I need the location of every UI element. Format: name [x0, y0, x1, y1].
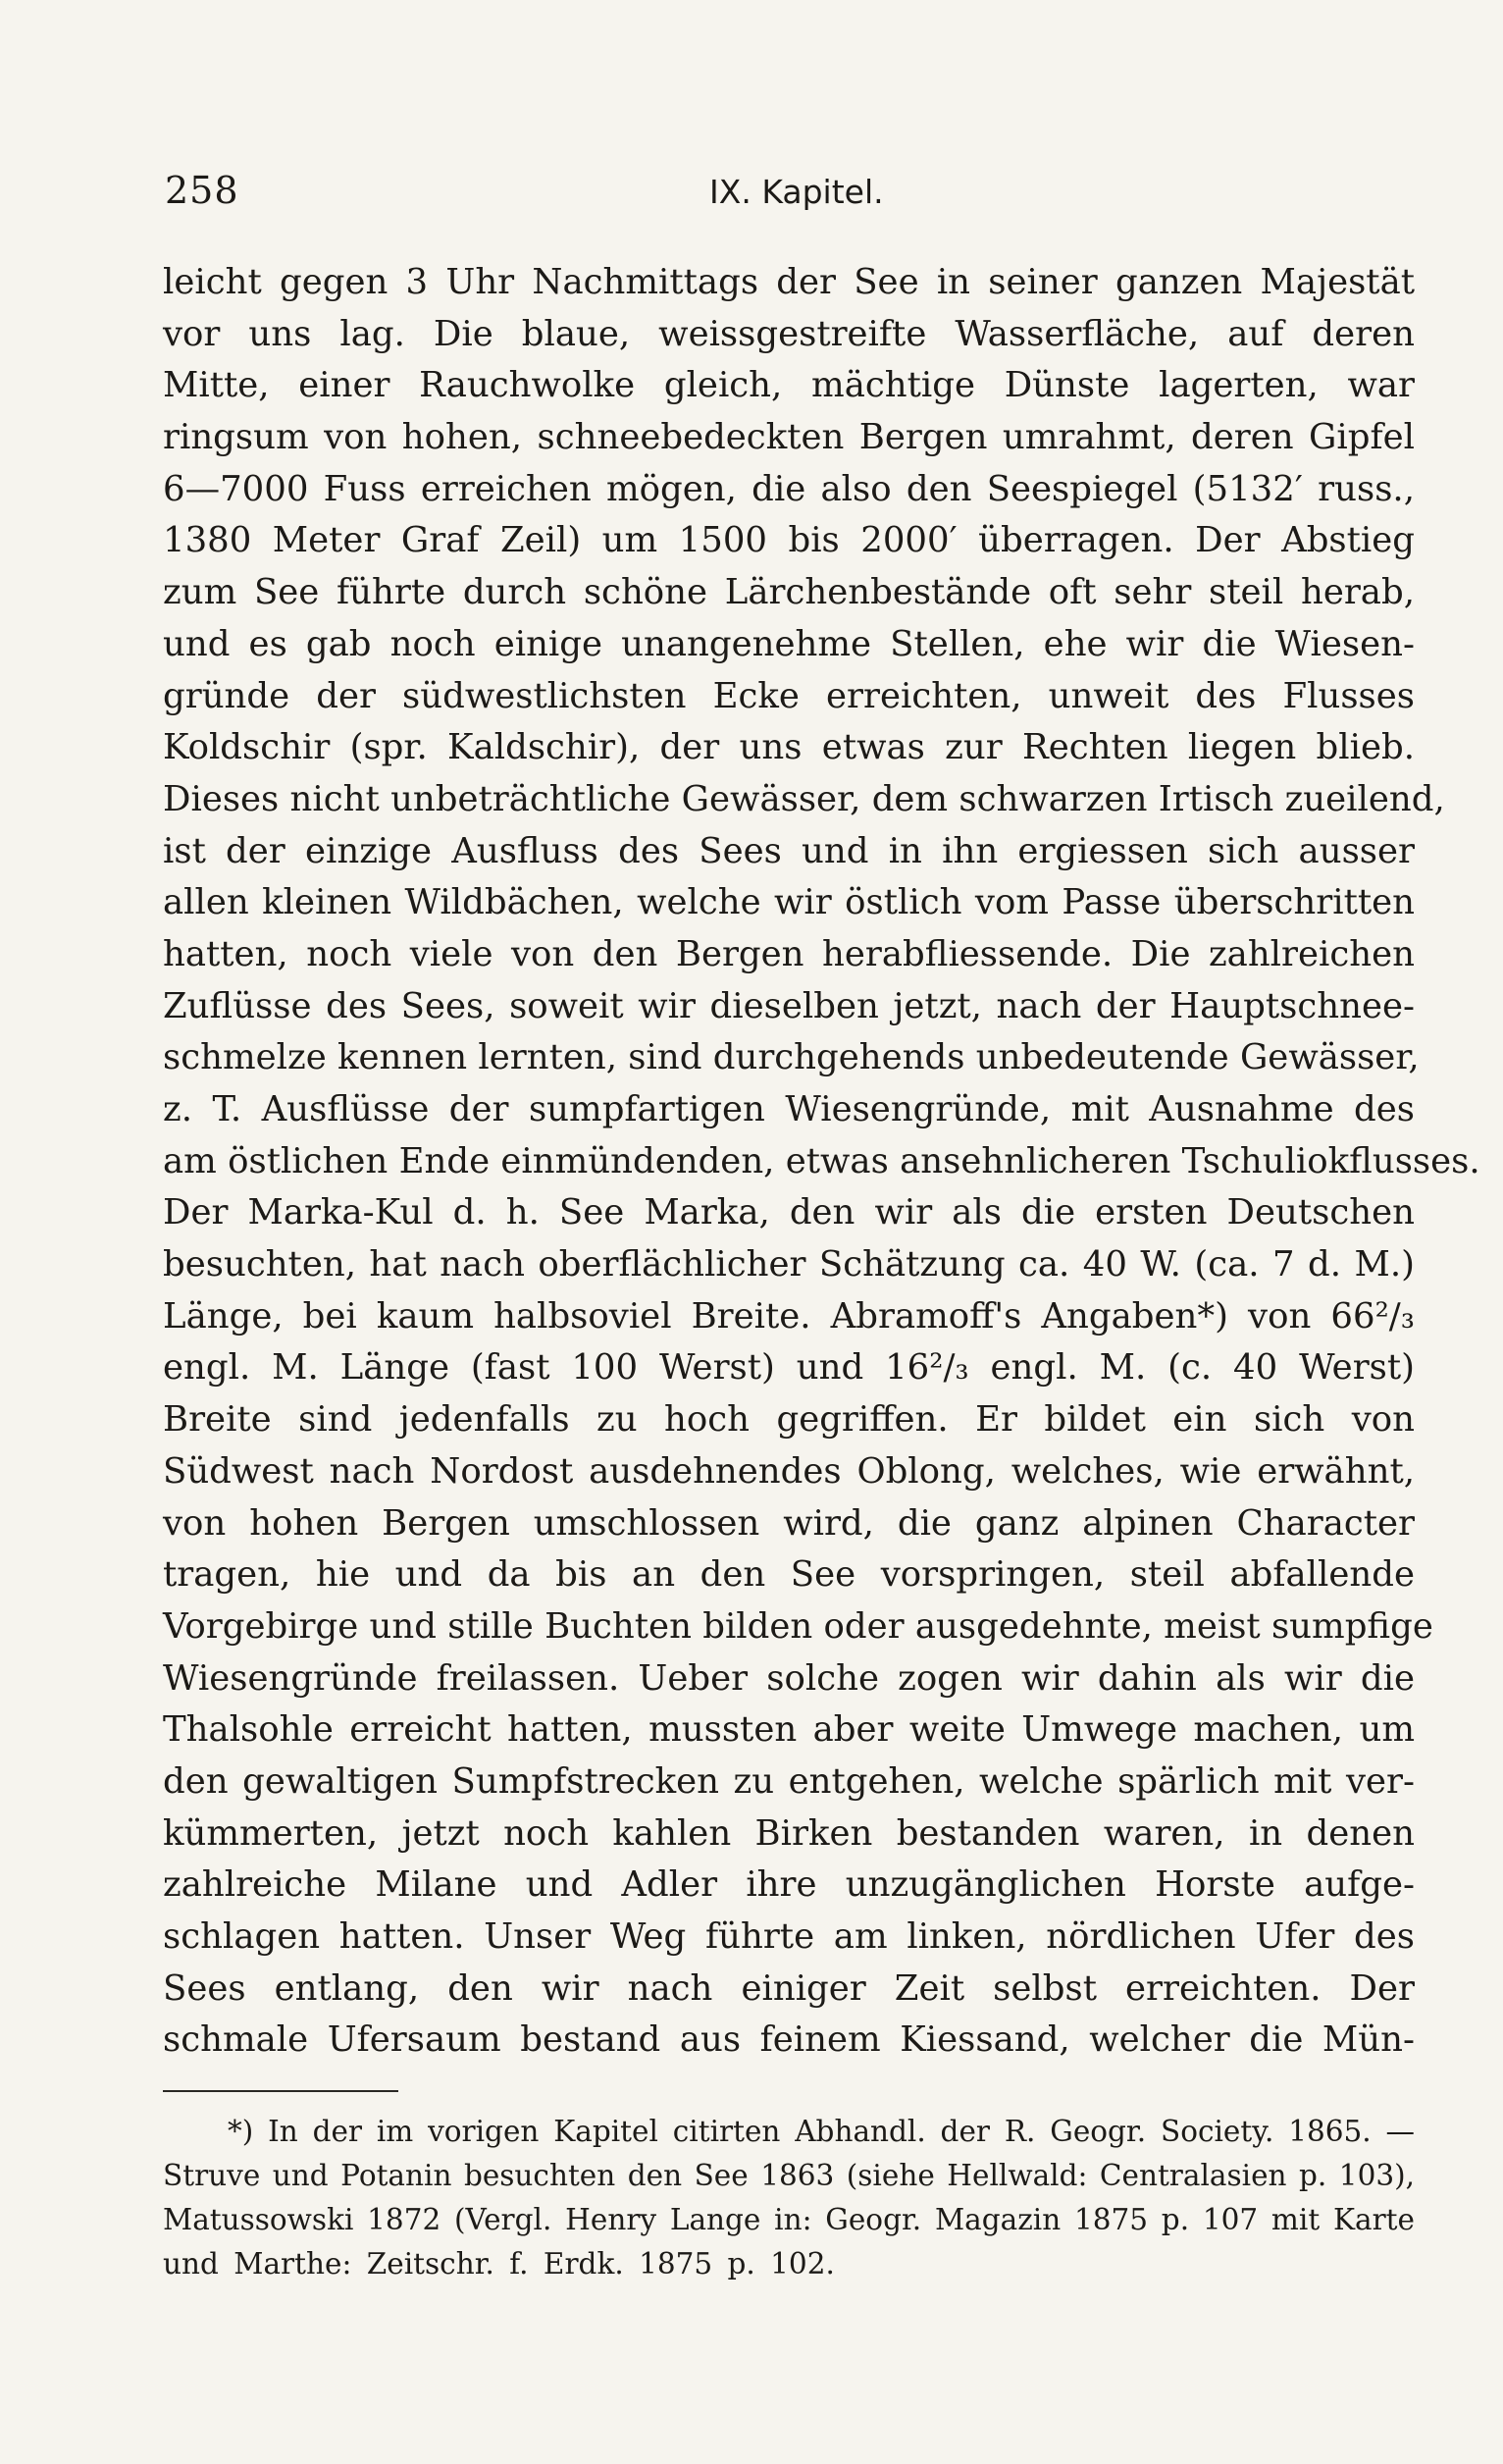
- body-line: hatten, noch viele von den Bergen herabfliessende. Die zahlreichen: [163, 933, 1415, 974]
- body-line: ist der einzige Ausfluss des Sees und in ihn ergiessen sich ausser: [163, 830, 1415, 871]
- body-line: vor uns lag. Die blaue, weissgestreifte Wasserfläche, auf deren: [163, 313, 1415, 354]
- body-line: von hohen Bergen umschlossen wird, die ganz alpinen Character: [163, 1502, 1415, 1544]
- body-line: Wiesengründe freilassen. Ueber solche zogen wir dahin als wir die: [163, 1657, 1415, 1699]
- body-line: 6—7000 Fuss erreichen mögen, die also den Seespiegel (5132′ russ.,: [163, 468, 1415, 509]
- footnote-line: Matussowski 1872 (Vergl. Henry Lange in: Geogr. Magazin 1875 p. 107 mit Karte: [163, 2203, 1415, 2236]
- footnote-line: *) In der im vorigen Kapitel citirten Abhandl. der R. Geogr. Society. 1865. —: [228, 2115, 1415, 2148]
- page-header: [165, 169, 1503, 218]
- body-line: Koldschir (spr. Kaldschir), der uns etwas zur Rechten liegen blieb.: [163, 727, 1415, 768]
- body-line: Mitte, einer Rauchwolke gleich, mächtige Dünste lagerten, war: [163, 365, 1415, 406]
- body-line: schmelze kennen lernten, sind durchgehends unbedeutende Gewässer,: [163, 1037, 1420, 1078]
- body-line: Südwest nach Nordost ausdehnendes Oblong, welches, wie erwähnt,: [163, 1450, 1415, 1492]
- body-line: gründe der südwestlichsten Ecke erreichten, unweit des Flusses: [163, 675, 1415, 716]
- body-line: Breite sind jedenfalls zu hoch gegriffen. Er bildet ein sich von: [163, 1399, 1415, 1441]
- body-line: tragen, hie und da bis an den See vorspringen, steil abfallende: [163, 1554, 1415, 1596]
- body-line: Der Marka-Kul d. h. See Marka, den wir als die ersten Deutschen: [163, 1192, 1415, 1233]
- body-line: zum See führte durch schöne Lärchenbestände oft sehr steil herab,: [163, 572, 1415, 613]
- body-text: [163, 257, 1480, 2067]
- body-line: kümmerten, jetzt noch kahlen Birken bestanden waren, in denen: [163, 1812, 1415, 1854]
- body-line: besuchten, hat nach oberflächlicher Schätzung ca. 40 W. (ca. 7 d. M.): [163, 1244, 1415, 1285]
- body-line: den gewaltigen Sumpfstrecken zu entgehen, welche spärlich mit ver-: [163, 1760, 1415, 1802]
- body-line: Dieses nicht unbeträchtliche Gewässer, dem schwarzen Irtisch zueilend,: [163, 778, 1445, 819]
- body-line: Länge, bei kaum halbsoviel Breite. Abramoff's Angaben*) von 66²/₃: [163, 1295, 1415, 1337]
- body-line: Vorgebirge und stille Buchten bilden oder ausgedehnte, meist sumpfige: [163, 1605, 1433, 1647]
- body-line: und es gab noch einige unangenehme Stellen, ehe wir die Wiesen-: [163, 623, 1415, 664]
- body-line: allen kleinen Wildbächen, welche wir östlich vom Passe überschritten: [163, 882, 1415, 923]
- footnote-line: und Marthe: Zeitschr. f. Erdk. 1875 p. 102.: [163, 2247, 835, 2281]
- body-line: z. T. Ausflüsse der sumpfartigen Wiesengründe, mit Ausnahme des: [163, 1089, 1415, 1129]
- body-line: leicht gegen 3 Uhr Nachmittags der See in seiner ganzen Majestät: [163, 262, 1415, 302]
- footnote-line: Struve und Potanin besuchten den See 1863 (siehe Hellwald: Centralasien p. 103),: [163, 2159, 1415, 2192]
- footnotes: [163, 2110, 1415, 2286]
- body-line: Sees entlang, den wir nach einiger Zeit selbst erreichten. Der: [163, 1967, 1415, 2009]
- body-line: engl. M. Länge (fast 100 Werst) und 16²/₃ engl. M. (c. 40 Werst): [163, 1347, 1415, 1389]
- body-line: Thalsohle erreicht hatten, mussten aber weite Umwege machen, um: [163, 1709, 1415, 1751]
- body-line: zahlreiche Milane und Adler ihre unzugänglichen Horste aufge-: [163, 1864, 1415, 1906]
- running-head: IX. Kapitel.: [709, 173, 884, 211]
- body-line: schlagen hatten. Unser Weg führte am linken, nördlichen Ufer des: [163, 1916, 1415, 1957]
- body-line: am östlichen Ende einmündenden, etwas ansehnlicheren Tschuliokflusses.: [163, 1140, 1480, 1181]
- body-line: ringsum von hohen, schneebedeckten Bergen umrahmt, deren Gipfel: [163, 417, 1415, 458]
- body-line: schmale Ufersaum bestand aus feinem Kiessand, welcher die Mün-: [163, 2019, 1415, 2061]
- body-line: 1380 Meter Graf Zeil) um 1500 bis 2000′ überragen. Der Abstieg: [163, 520, 1415, 561]
- body-line: Zuflüsse des Sees, soweit wir dieselben jetzt, nach der Hauptschnee-: [163, 985, 1415, 1026]
- footnote-divider: [163, 2090, 398, 2092]
- page-number: 258: [165, 169, 239, 212]
